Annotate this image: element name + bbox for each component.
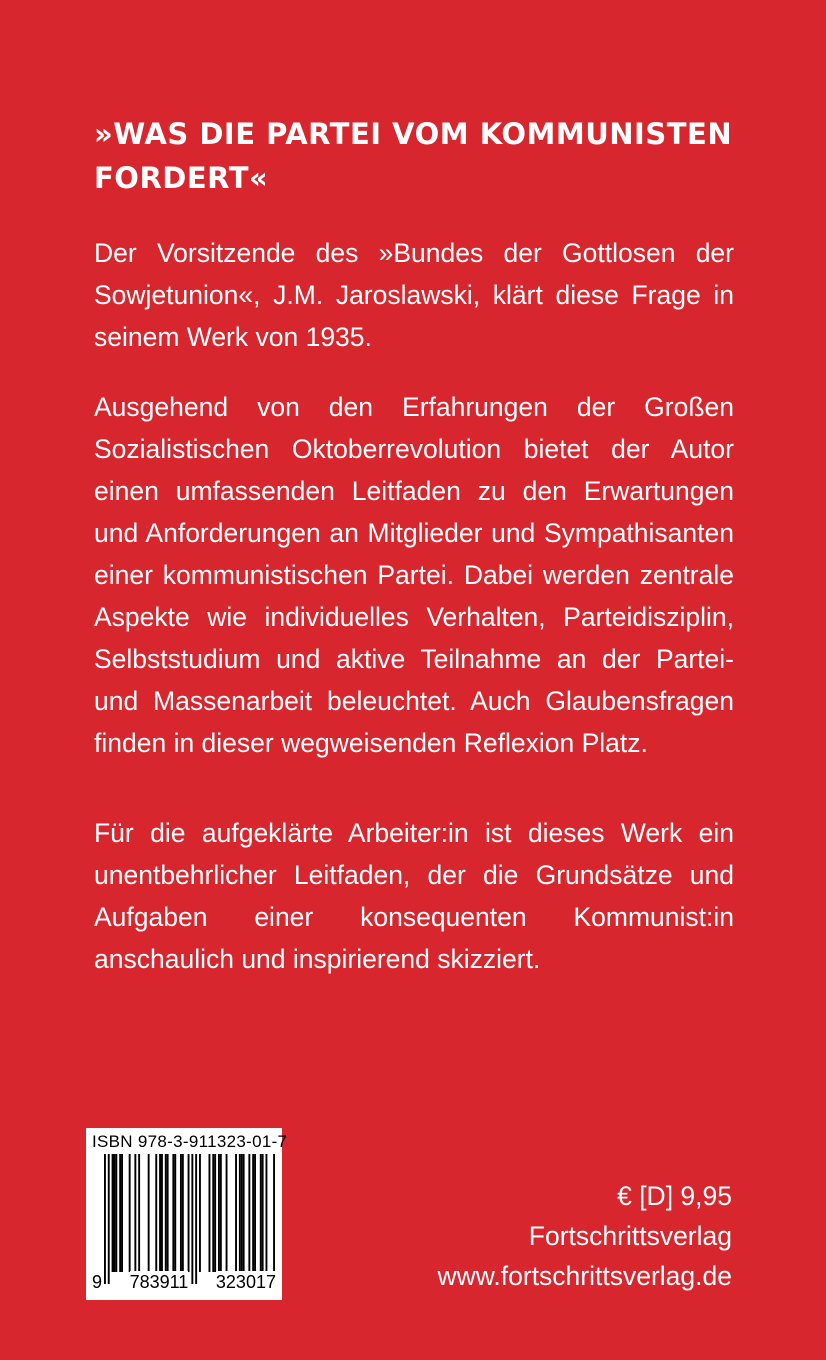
blurb-paragraph-3: Für die aufgeklärte Arbeiter:in ist dieses Werk ein unentbehrlicher Leitfaden, der die Grundsätze und Aufgaben einer konsequenten Kommunist:in anschaulich und inspirierend skizziert. [94,818,734,974]
barcode-bar [191,1154,193,1284]
barcode-bar [214,1154,216,1272]
blurb-paragraph-1: Der Vorsitzende des »Bundes der Gottlosen der Sowjetunion«, J.M. Jaroslawski, klärt diese Frage in seinem Werk von 1935. [94,238,734,352]
barcode-bar [262,1154,264,1272]
blurb-paragraph-2: Ausgehend von den Erfahrungen der Großen Sozialistischen Oktoberrevolution bietet der Autor einen umfassenden Leitfaden zu den Erwartungen und Anforderungen an Mitglieder und Sympathisanten einer kommunistischen Partei. Dabei werden zentrale Aspekte wie individuelles Verhalten, Parteidisziplin, Selbststudium und aktive Teilnahme an der Partei- und Massenarbeit beleuchtet. Auch Glaubensfragen finden in dieser wegweisenden Reflexion Platz. [94,392,734,758]
barcode-bar [226,1154,228,1272]
barcode-bar [104,1154,106,1284]
barcode-bar [252,1154,254,1272]
barcode-bar [212,1154,214,1272]
barcode-bar [155,1154,157,1272]
barcode-bar [148,1154,150,1272]
isbn-label: ISBN 978-3-911323-01-7 [92,1132,288,1151]
price-label: € [D] 9,95 [617,1181,732,1211]
barcode-bar [138,1154,140,1272]
barcode-bar [266,1154,268,1272]
barcode-bar [119,1154,121,1272]
barcode-bar [188,1154,190,1272]
barcode-bar [112,1154,114,1272]
barcode-bar [248,1154,250,1272]
barcode-bar [241,1154,243,1272]
barcode-bar [209,1154,211,1272]
barcode-bar [239,1154,241,1272]
publisher-website[interactable]: www.fortschrittsverlag.de [437,1261,732,1291]
ean-first-digit: 9 [92,1272,103,1292]
barcode-bar [218,1154,220,1272]
barcode-bar [115,1154,117,1272]
barcode-bar [260,1154,262,1272]
barcode-bar [180,1154,182,1272]
barcode-bar [182,1154,184,1272]
imprint [437,1176,732,1296]
barcode-bar [129,1154,131,1272]
cover-title: »WAS DIE PARTEI VOM KOMMUNISTEN FORDERT« [94,117,733,195]
barcode-bar [174,1154,176,1272]
barcode-bar [254,1154,256,1272]
isbn-barcode [86,1128,288,1300]
barcode-bar [273,1154,275,1272]
barcode-bar [195,1154,197,1284]
barcode-bar [108,1154,110,1284]
barcode-bar [161,1154,163,1272]
barcode-bar [114,1154,116,1272]
barcode-bar [121,1154,123,1272]
barcode-bar [220,1154,222,1272]
barcode-bar [167,1154,169,1272]
barcode-bar [165,1154,167,1272]
barcode-bar [134,1154,136,1272]
ean-digits [92,1271,276,1293]
ean-left-group: 783911 [129,1272,189,1292]
barcode-bar [172,1154,174,1272]
ean-right-group: 323017 [215,1272,276,1292]
barcode-bar [199,1154,201,1272]
barcode-bar [243,1154,245,1272]
barcode-bar [159,1154,161,1272]
barcode-bar [235,1154,237,1272]
publisher-name: Fortschrittsverlag [528,1221,732,1251]
